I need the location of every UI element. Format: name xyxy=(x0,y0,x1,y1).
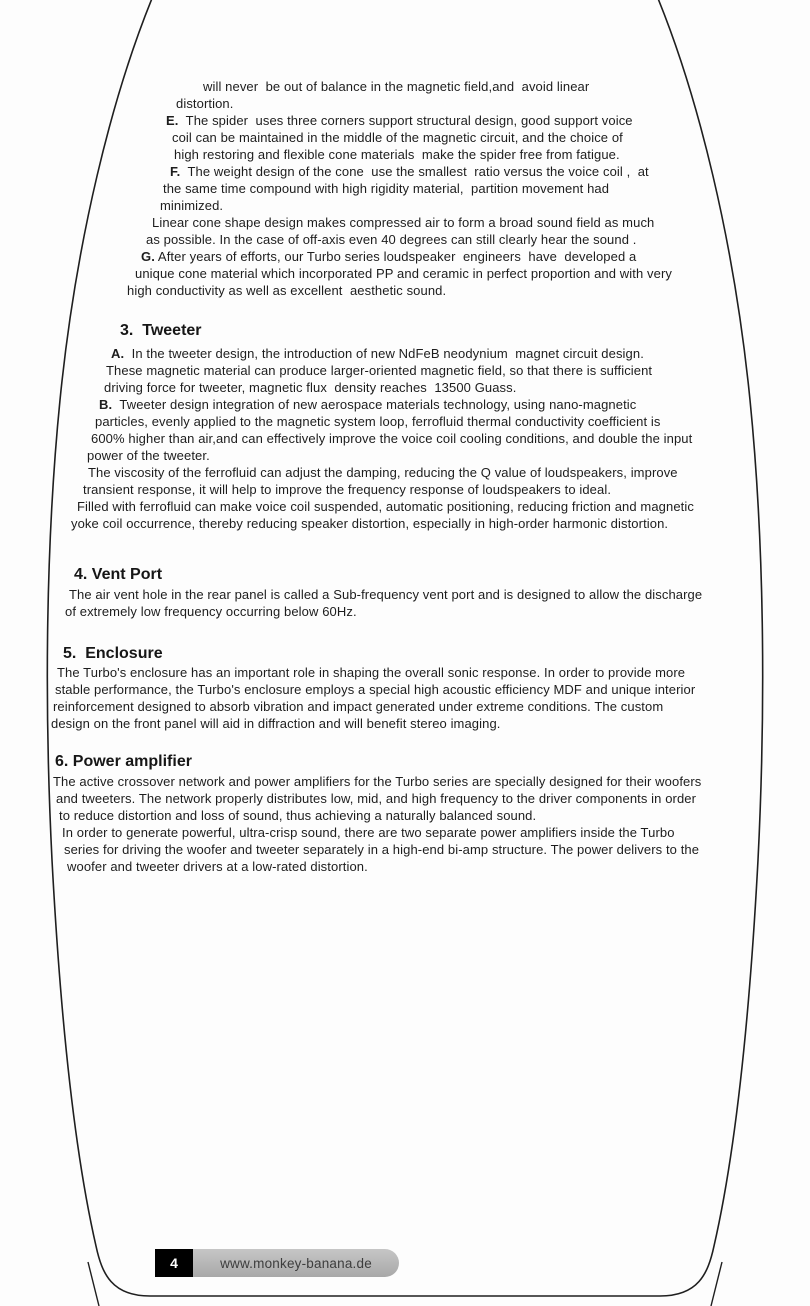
text-line: and tweeters. The network properly distributes low, mid, and high frequency to the driver components in order xyxy=(56,791,697,806)
section-enclosure xyxy=(0,664,810,732)
section-cone-continued xyxy=(0,78,810,299)
text-line: as possible. In the case of off-axis even 40 degrees can still clearly hear the sound . xyxy=(146,232,637,247)
text-line: F. The weight design of the cone use the smallest ratio versus the voice coil , at xyxy=(170,164,649,179)
text-line: design on the front panel will aid in diffraction and will benefit stereo imaging. xyxy=(51,716,501,731)
text-line: B. Tweeter design integration of new aerospace materials technology, using nano-magnetic xyxy=(99,397,637,412)
text-line: stable performance, the Turbo's enclosure employs a special high acoustic efficiency MDF and unique interior xyxy=(55,682,696,697)
section-tweeter xyxy=(0,345,810,532)
text-line: high restoring and flexible cone materials make the spider free from fatigue. xyxy=(174,147,620,162)
text-line: high conductivity as well as excellent aesthetic sound. xyxy=(127,283,447,298)
text-line: power of the tweeter. xyxy=(87,448,210,463)
section-heading-power-amplifier: 6. Power amplifier xyxy=(55,753,192,770)
section-vent-port xyxy=(0,586,810,620)
text-line: the same time compound with high rigidity material, partition movement had xyxy=(163,181,610,196)
page-footer xyxy=(155,1249,399,1277)
text-line: particles, evenly applied to the magnetic system loop, ferrofluid thermal conductivity coefficient is xyxy=(95,414,661,429)
text-line: driving force for tweeter, magnetic flux density reaches 13500 Guass. xyxy=(104,380,517,395)
text-line: transient response, it will help to improve the frequency response of loudspeakers to ideal. xyxy=(83,482,612,497)
text-line: G. After years of efforts, our Turbo series loudspeaker engineers have developed a xyxy=(141,249,637,264)
section-heading-enclosure: 5. Enclosure xyxy=(63,645,163,662)
text-line: The viscosity of the ferrofluid can adjust the damping, reducing the Q value of loudspeakers, improve xyxy=(88,465,678,480)
text-line: The air vent hole in the rear panel is called a Sub-frequency vent port and is designed to allow the discharge xyxy=(69,587,703,602)
text-line: distortion. xyxy=(176,96,234,111)
website-url-label: www.monkey-banana.de xyxy=(193,1249,399,1277)
text-line: 600% higher than air,and can effectively improve the voice coil cooling conditions, and double the input xyxy=(91,431,693,446)
text-line: In order to generate powerful, ultra-crisp sound, there are two separate power amplifiers inside the Turbo xyxy=(62,825,675,840)
text-line: reinforcement designed to absorb vibration and impact generated under extreme conditions. The custom xyxy=(53,699,664,714)
page-number-badge: 4 xyxy=(155,1249,193,1277)
text-line: unique cone material which incorporated PP and ceramic in perfect proportion and with very xyxy=(135,266,672,281)
text-line: These magnetic material can produce larger-oriented magnetic field, so that there is sufficient xyxy=(106,363,653,378)
text-line: Filled with ferrofluid can make voice coil suspended, automatic positioning, reducing friction and magnetic xyxy=(77,499,694,514)
section-heading-tweeter: 3. Tweeter xyxy=(120,322,202,339)
text-line: A. In the tweeter design, the introduction of new NdFeB neodynium magnet circuit design. xyxy=(111,346,644,361)
section-power-amplifier xyxy=(0,773,810,875)
text-line: The Turbo's enclosure has an important role in shaping the overall sonic response. In order to provide more xyxy=(57,665,686,680)
text-line: to reduce distortion and loss of sound, thus achieving a naturally balanced sound. xyxy=(59,808,537,823)
text-line: woofer and tweeter drivers at a low-rated distortion. xyxy=(67,859,368,874)
text-line: series for driving the woofer and tweeter separately in a high-end bi-amp structure. The power delivers to the xyxy=(64,842,700,857)
text-line: yoke coil occurrence, thereby reducing speaker distortion, especially in high-order harmonic distortion. xyxy=(71,516,669,531)
text-line: will never be out of balance in the magnetic field,and avoid linear xyxy=(203,79,590,94)
text-line: minimized. xyxy=(160,198,224,213)
section-heading-vent-port: 4. Vent Port xyxy=(74,566,163,583)
text-line: E. The spider uses three corners support structural design, good support voice xyxy=(166,113,633,128)
text-line: Linear cone shape design makes compressed air to form a broad sound field as much xyxy=(152,215,655,230)
text-line: The active crossover network and power amplifiers for the Turbo series are specially designed for their woofers xyxy=(53,774,702,789)
text-line: of extremely low frequency occurring below 60Hz. xyxy=(65,604,357,619)
text-line: coil can be maintained in the middle of the magnetic circuit, and the choice of xyxy=(172,130,623,145)
